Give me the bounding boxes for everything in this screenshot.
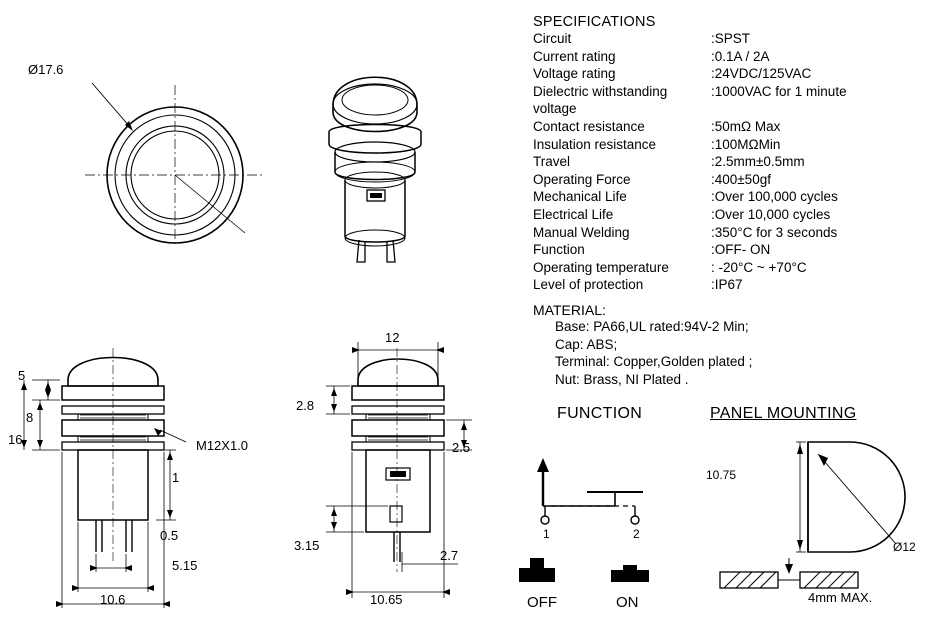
top-view-diameter-label: Ø17.6 (28, 62, 64, 77)
spec-label: Current rating (533, 48, 616, 64)
material-line: Base: PA66,UL rated:94V-2 Min; (555, 318, 749, 334)
isometric-view-drawing (295, 40, 495, 265)
spec-row (533, 171, 943, 189)
side-dim-12: 12 (385, 330, 400, 345)
spec-label: Manual Welding (533, 224, 630, 240)
function-state-on-label: ON (616, 594, 639, 611)
function-section-title: FUNCTION (557, 405, 643, 422)
spec-value: :OFF- ON (711, 242, 771, 258)
spec-row (533, 276, 943, 294)
spec-row (533, 30, 943, 48)
spec-label: Electrical Life (533, 206, 614, 222)
side-dim-3-15: 3.15 (294, 538, 320, 553)
material-line: Nut: Brass, NI Plated . (555, 371, 689, 387)
panel-diameter-dim-label: Ø12 (893, 540, 916, 554)
spec-value: :50mΩ Max (711, 118, 781, 134)
spec-row (533, 153, 943, 171)
spec-row (533, 118, 943, 136)
thread-spec-label: M12X1.0 (196, 438, 249, 453)
side-dim-10-65: 10.65 (370, 592, 403, 607)
side-dim-2-5: 2.5 (452, 440, 471, 455)
side-view-drawing (290, 320, 520, 610)
specifications-title: SPECIFICATIONS (533, 14, 656, 30)
spec-label: Voltage rating (533, 66, 616, 82)
top-view-drawing (30, 45, 280, 245)
spec-label: Insulation resistance (533, 136, 657, 152)
spec-row (533, 224, 943, 242)
spec-label: Circuit (533, 31, 572, 46)
material-title: MATERIAL: (533, 301, 606, 318)
spec-value: :Over 100,000 cycles (711, 189, 838, 205)
specifications-list (533, 30, 943, 294)
panel-height-dim-label: 10.75 (706, 468, 737, 482)
front-dim-16: 16 (8, 432, 23, 447)
panel-thickness-note: 4mm MAX. (808, 590, 873, 605)
spec-row (533, 83, 943, 118)
spec-value: :Over 10,000 cycles (711, 206, 831, 222)
spec-row (533, 48, 943, 66)
spec-label: Contact resistance (533, 118, 645, 134)
spec-row (533, 241, 943, 259)
front-dim-10-6: 10.6 (100, 592, 126, 607)
spec-value: : -20°C ~ +70°C (711, 259, 807, 275)
spec-row (533, 259, 943, 277)
front-dim-5-15: 5.15 (172, 558, 198, 573)
spec-row (533, 188, 943, 206)
spec-value: :100MΩMin (711, 136, 781, 152)
function-diagram (515, 440, 705, 610)
spec-row (533, 136, 943, 154)
material-list (533, 318, 943, 388)
function-terminal-1-label: 1 (543, 527, 550, 541)
front-dim-8: 8 (26, 410, 34, 425)
function-state-off-label: OFF (527, 594, 557, 611)
side-dim-2-8: 2.8 (296, 398, 315, 413)
spec-label: Function (533, 242, 585, 258)
spec-value: :24VDC/125VAC (711, 66, 812, 82)
front-dim-0-5: 0.5 (160, 528, 179, 543)
spec-value: :2.5mm±0.5mm (711, 154, 805, 170)
spec-label: Dielectric withstanding voltage (533, 83, 668, 117)
spec-label: Operating temperature (533, 259, 669, 275)
spec-value: :0.1A / 2A (711, 48, 770, 64)
spec-row (533, 206, 943, 224)
spec-label: Mechanical Life (533, 189, 627, 205)
spec-value: :400±50gf (711, 171, 771, 187)
spec-value: :1000VAC for 1 minute (711, 83, 847, 99)
front-view-drawing (10, 320, 280, 610)
side-dim-2-7: 2.7 (440, 548, 459, 563)
spec-label: Operating Force (533, 171, 631, 187)
material-line: Cap: ABS; (555, 336, 618, 352)
panel-mounting-section-title: PANEL MOUNTING (710, 405, 857, 422)
spec-label: Travel (533, 154, 571, 170)
material-line: Terminal: Copper,Golden plated ; (555, 354, 753, 370)
front-dim-1: 1 (172, 470, 180, 485)
spec-value: :SPST (711, 31, 751, 46)
spec-label: Level of protection (533, 277, 644, 293)
front-dim-5: 5 (18, 368, 26, 383)
function-terminal-2-label: 2 (633, 527, 640, 541)
spec-row (533, 65, 943, 83)
spec-value: :IP67 (711, 277, 743, 293)
specifications-block (533, 14, 943, 388)
panel-mounting-diagram (700, 432, 950, 612)
spec-value: :350°C for 3 seconds (711, 224, 838, 240)
